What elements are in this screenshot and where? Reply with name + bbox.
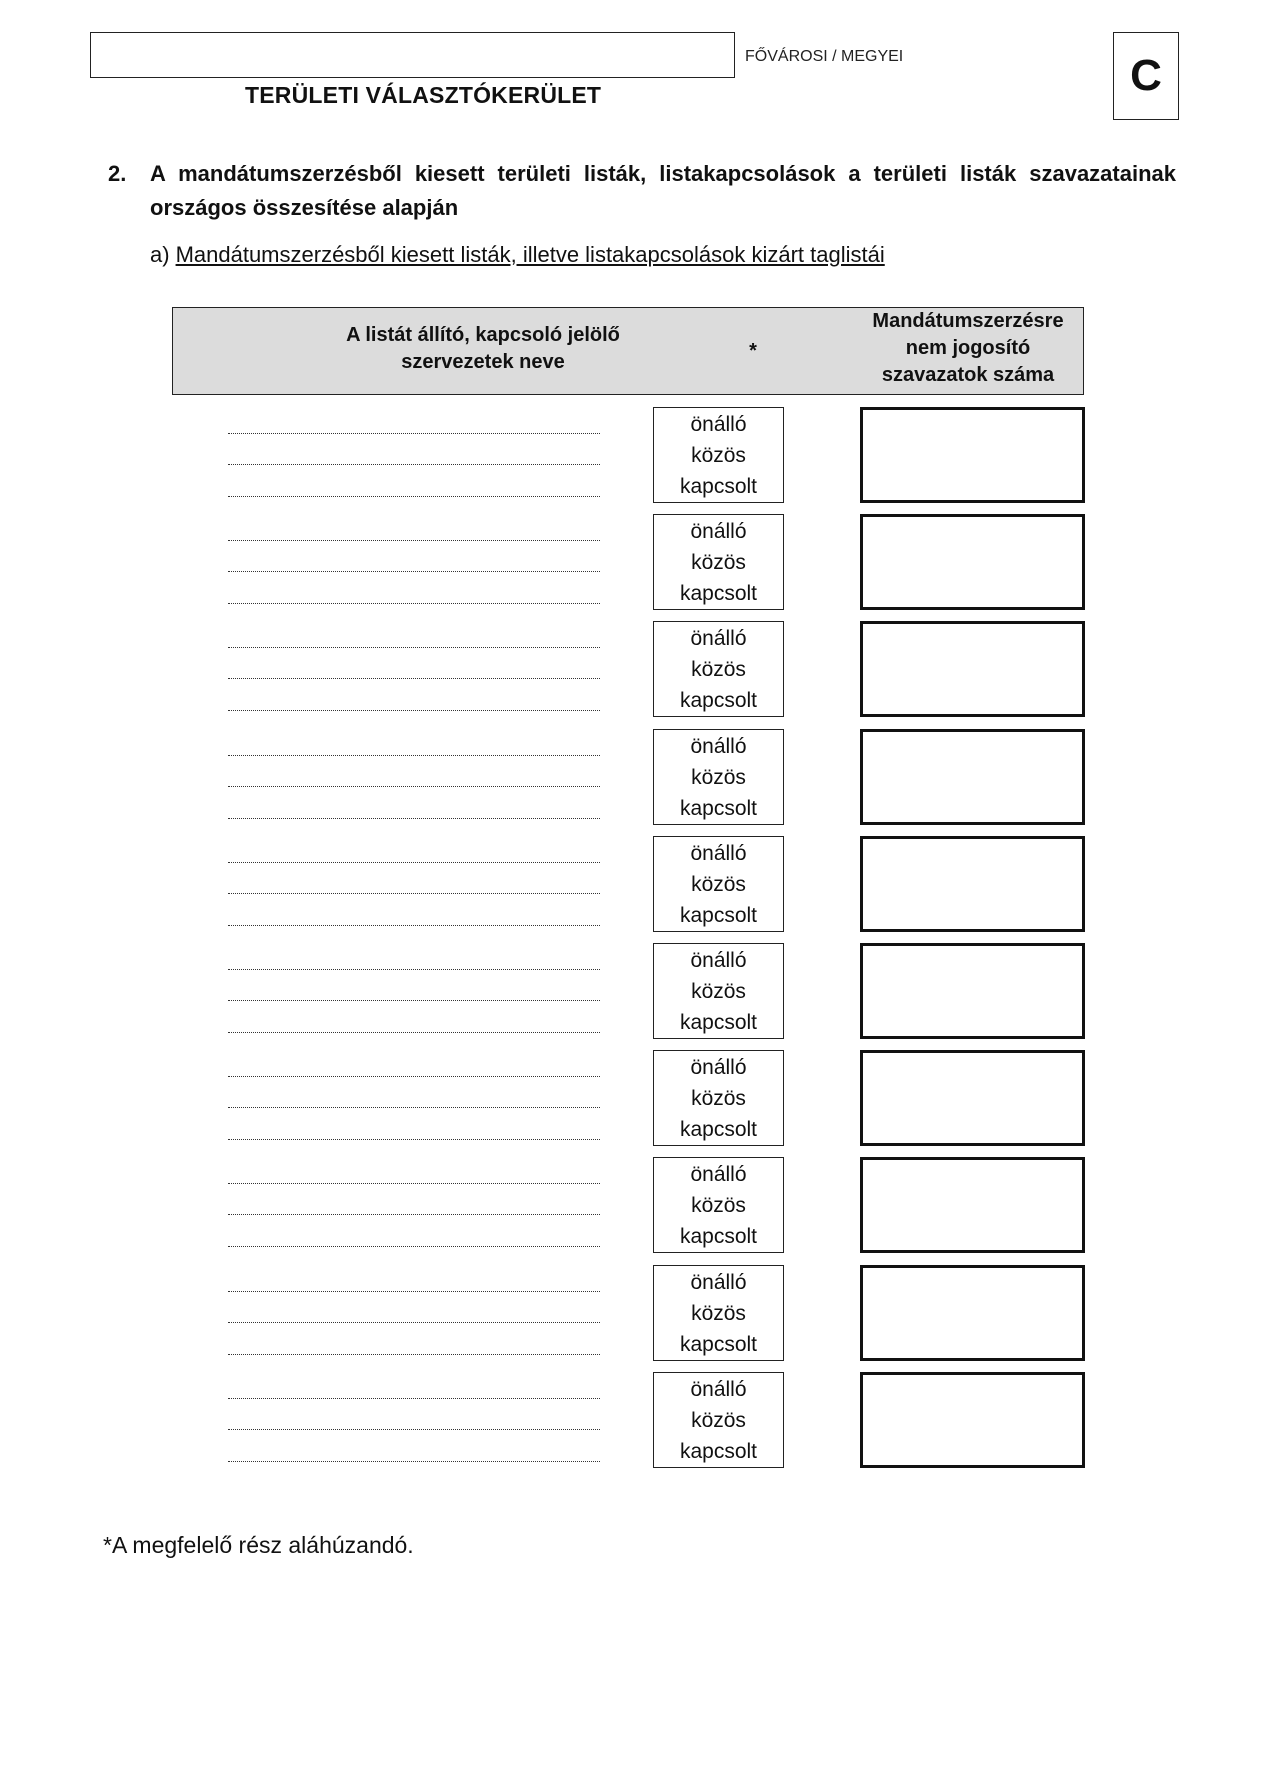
vote-count-field[interactable] bbox=[860, 514, 1085, 610]
section-title: A mandátumszerzésből kiesett területi listák, listakapcsolások a területi listák szavazatainak országos összesítése alapján bbox=[150, 161, 1176, 220]
org-name-line[interactable] bbox=[228, 1095, 600, 1108]
list-type-option[interactable]: kapcsolt bbox=[679, 796, 758, 820]
list-type-option[interactable]: önálló bbox=[690, 949, 747, 972]
list-type-options bbox=[653, 407, 784, 503]
list-type-options bbox=[653, 729, 784, 825]
org-name-line[interactable] bbox=[228, 1417, 600, 1430]
list-type-option[interactable]: kapcsolt bbox=[679, 689, 758, 713]
list-type-option[interactable]: kapcsolt bbox=[679, 1118, 758, 1142]
list-type-option[interactable]: önálló bbox=[690, 520, 747, 544]
district-name-field[interactable] bbox=[90, 32, 735, 78]
table-row bbox=[172, 618, 1084, 716]
vote-count-field[interactable] bbox=[860, 1265, 1085, 1361]
table-row bbox=[172, 940, 1084, 1038]
list-type-options bbox=[653, 514, 784, 610]
header-votes: Mandátumszerzésre nem jogosító szavazatok száma bbox=[872, 310, 1064, 386]
subsection-letter: a) bbox=[150, 242, 170, 267]
org-name-line[interactable] bbox=[228, 1449, 600, 1462]
table-row bbox=[172, 1154, 1084, 1252]
org-name-line[interactable] bbox=[228, 1234, 600, 1247]
district-caption: TERÜLETI VÁLASZTÓKERÜLET bbox=[245, 82, 602, 108]
org-name-line[interactable] bbox=[228, 421, 600, 434]
list-type-option[interactable]: közös bbox=[691, 765, 746, 789]
subsection-title: Mandátumszerzésből kiesett listák, illetve listakapcsolások kizárt taglistái bbox=[175, 242, 885, 267]
list-type-option[interactable]: kapcsolt bbox=[679, 475, 758, 498]
list-type-options bbox=[653, 943, 784, 1039]
org-name-line[interactable] bbox=[228, 1202, 600, 1215]
list-type-option[interactable]: önálló bbox=[690, 1163, 747, 1187]
table-row bbox=[172, 833, 1084, 931]
vote-count-field[interactable] bbox=[860, 836, 1085, 932]
list-type-option[interactable]: kapcsolt bbox=[679, 1225, 758, 1249]
org-name-line[interactable] bbox=[228, 452, 600, 465]
list-type-option[interactable]: önálló bbox=[690, 1056, 747, 1080]
list-type-option[interactable]: kapcsolt bbox=[679, 1439, 758, 1463]
list-type-options bbox=[653, 621, 784, 717]
list-type-options bbox=[653, 1050, 784, 1146]
org-name-line[interactable] bbox=[228, 559, 600, 572]
list-type-options bbox=[653, 836, 784, 932]
list-type-option[interactable]: közös bbox=[691, 1194, 746, 1218]
vote-count-field[interactable] bbox=[860, 407, 1085, 503]
form-letter-badge: C bbox=[1113, 32, 1179, 120]
vote-count-field[interactable] bbox=[860, 621, 1085, 717]
table-header bbox=[172, 307, 1084, 395]
table-row bbox=[172, 1369, 1084, 1467]
list-type-option[interactable]: közös bbox=[691, 872, 746, 896]
list-type-option[interactable]: önálló bbox=[690, 413, 747, 436]
org-name-line[interactable] bbox=[228, 774, 600, 787]
header-org-name: A listát állító, kapcsoló jelölő szervezetek neve bbox=[346, 324, 620, 373]
list-type-option[interactable]: önálló bbox=[690, 1377, 747, 1401]
org-name-line[interactable] bbox=[228, 1342, 600, 1355]
list-type-option[interactable]: önálló bbox=[690, 734, 747, 758]
list-type-option[interactable]: önálló bbox=[690, 1270, 747, 1294]
list-type-option[interactable]: kapcsolt bbox=[679, 903, 758, 927]
list-type-option[interactable]: önálló bbox=[690, 841, 747, 865]
org-name-line[interactable] bbox=[228, 957, 600, 970]
org-name-line[interactable] bbox=[228, 988, 600, 1001]
header-star: * bbox=[749, 340, 757, 362]
org-name-line[interactable] bbox=[228, 591, 600, 604]
list-type-option[interactable]: közös bbox=[691, 658, 746, 682]
list-type-option[interactable]: közös bbox=[691, 551, 746, 575]
table-row bbox=[172, 511, 1084, 609]
vote-count-field[interactable] bbox=[860, 729, 1085, 825]
org-name-line[interactable] bbox=[228, 698, 600, 711]
section-number: 2. bbox=[108, 161, 127, 186]
list-type-option[interactable]: kapcsolt bbox=[679, 1011, 758, 1034]
table-row bbox=[172, 726, 1084, 824]
org-name-line[interactable] bbox=[228, 806, 600, 819]
org-name-line[interactable] bbox=[228, 1127, 600, 1140]
list-type-options bbox=[653, 1265, 784, 1361]
list-type-option[interactable]: önálló bbox=[690, 627, 747, 651]
list-type-options bbox=[653, 1157, 784, 1253]
org-name-line[interactable] bbox=[228, 743, 600, 756]
list-type-options bbox=[653, 1372, 784, 1468]
vote-count-field[interactable] bbox=[860, 1050, 1085, 1146]
table-row bbox=[172, 1047, 1084, 1145]
table-row bbox=[172, 404, 1084, 502]
list-type-option[interactable]: kapcsolt bbox=[679, 1332, 758, 1356]
org-name-line[interactable] bbox=[228, 913, 600, 926]
org-name-line[interactable] bbox=[228, 484, 600, 497]
list-type-option[interactable]: közös bbox=[691, 1408, 746, 1432]
list-type-option[interactable]: kapcsolt bbox=[679, 582, 758, 606]
org-name-line[interactable] bbox=[228, 1279, 600, 1292]
org-name-line[interactable] bbox=[228, 1020, 600, 1033]
level-label: FŐVÁROSI / MEGYEI bbox=[745, 48, 904, 65]
org-name-line[interactable] bbox=[228, 666, 600, 679]
org-name-line[interactable] bbox=[228, 1386, 600, 1399]
list-type-option[interactable]: közös bbox=[691, 1301, 746, 1325]
subsection-heading bbox=[150, 242, 885, 268]
org-name-line[interactable] bbox=[228, 1064, 600, 1077]
vote-count-field[interactable] bbox=[860, 1372, 1085, 1468]
footnote: *A megfelelő rész aláhúzandó. bbox=[103, 1532, 414, 1558]
list-type-option[interactable]: közös bbox=[691, 980, 746, 1003]
section-heading bbox=[108, 157, 1176, 225]
org-name-line[interactable] bbox=[228, 528, 600, 541]
org-name-line[interactable] bbox=[228, 1310, 600, 1323]
org-name-line[interactable] bbox=[228, 1171, 600, 1184]
org-name-line[interactable] bbox=[228, 881, 600, 894]
list-type-option[interactable]: közös bbox=[691, 1087, 746, 1111]
vote-count-field[interactable] bbox=[860, 943, 1085, 1039]
org-name-line[interactable] bbox=[228, 635, 600, 648]
table-row bbox=[172, 1262, 1084, 1360]
vote-count-field[interactable] bbox=[860, 1157, 1085, 1253]
org-name-line[interactable] bbox=[228, 850, 600, 863]
list-type-option[interactable]: közös bbox=[691, 444, 746, 467]
